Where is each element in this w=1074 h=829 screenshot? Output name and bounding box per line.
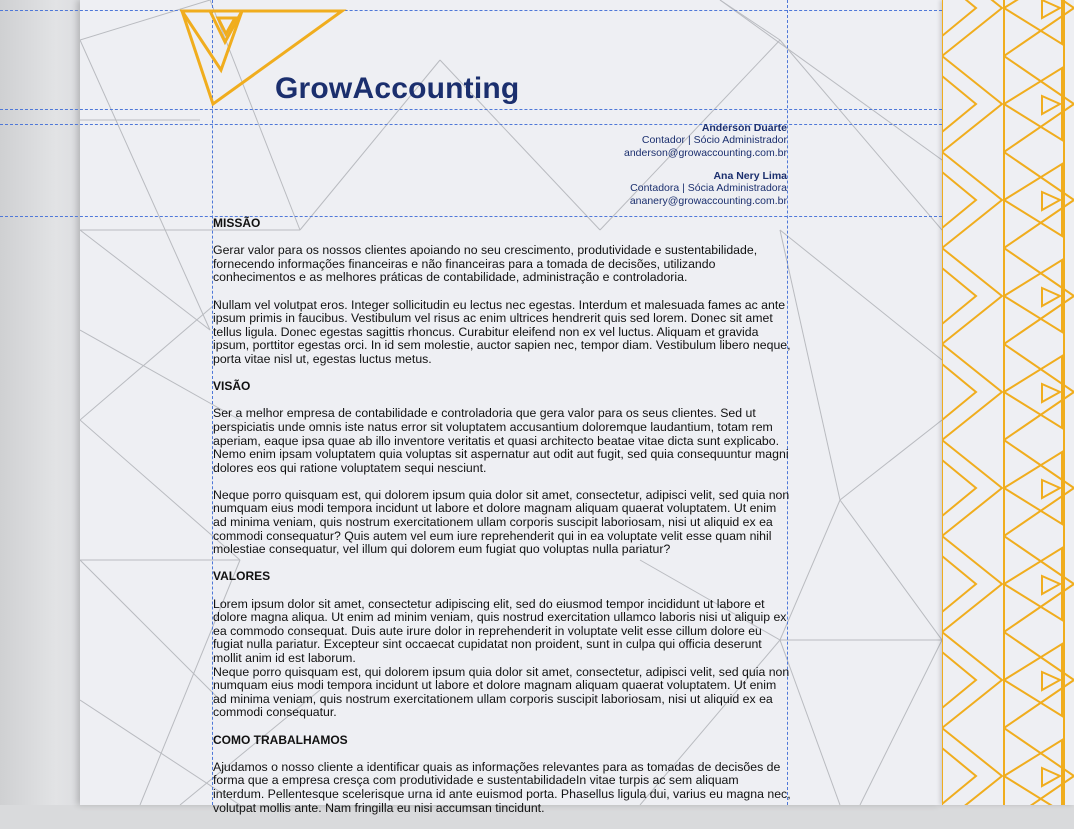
orange-triangle-pattern [942, 0, 1074, 805]
layout-guide [0, 109, 942, 110]
pattern-triangle [1004, 452, 1062, 524]
contact-block [624, 122, 787, 159]
paragraph: Nullam vel volutpat eros. Integer sollicitudin eu lectus nec egestas. Interdum et malesuada fames ac ante ipsum primis in faucibus. Vestibulum vel risus ac enim ultrices hendrerit quis sed lorem. Donec sit amet tellus ligula. Donec egestas sagittis rhoncus. Curabitur eleifend non ex vel luctus. Aliquam et gravida ipsum, porttitor egestas orci. In id sem molestie, auctor sapien nec, tempor diam. Vestibulum libero neque, porta vitae nisl ut, egestas luctus metus. [213, 297, 791, 366]
pattern-triangle [1042, 384, 1060, 402]
pattern-triangle [942, 0, 976, 36]
pattern-triangle [1004, 260, 1062, 332]
pattern-triangle [942, 152, 1002, 248]
contact-email: anderson@growaccounting.com.br [624, 146, 787, 159]
pattern-triangle [942, 748, 976, 804]
pattern-triangle [942, 56, 1002, 152]
layout-guide [0, 124, 942, 125]
document-body [213, 217, 791, 829]
paragraph: Neque porro quisquam est, qui dolorem ipsum quia dolor sit amet, consectetur, adipisci velit, sed quia non numquam eius modi tempora incidunt ut labore et dolore magnam aliquam quaerat voluptatem. Ut enim ad minima veniam, quis nostrum exercitationem ullam corporis suscipit laboriosam, nisi ut aliquid ex ea commodi consequatur? Quis autem vel eum iure reprehenderit qui in ea voluptate velit esse quam nihil molestiae consequatur, vel illum qui dolorem eum fugiat quo voluptas nulla pariatur? [213, 487, 790, 557]
pattern-line [840, 420, 942, 500]
paragraph: Gerar valor para os nossos clientes apoiando no seu crescimento, produtividade e sustentabilidade, fornecendo informações financeiras e não financeiras para a tomada de decisões, utilizando conhecimentos e as melhores práticas de contabilidade, administração e controladoria. [213, 243, 758, 285]
pattern-triangle [1042, 96, 1060, 114]
pattern-triangle [942, 440, 1002, 536]
pattern-strip [942, 0, 1074, 805]
pattern-triangle [1004, 356, 1062, 428]
pattern-triangle [942, 172, 976, 228]
paragraph: Lorem ipsum dolor sit amet, consectetur adipiscing elit, sed do eiusmod tempor incididunt ut labore et dolore magna aliqua. Ut enim ad minim veniam, quis nostrud exercitation ullamco laboris nisi ut aliquip ex ea commodo consequat. Duis aute irure dolor in reprehenderit in voluptate velit esse cillum dolore eu fugiat nulla pariatur. Excepteur sint occaecat cupidatat non proident, sunt in culpa qui officia deserunt mollit anim id est laborum. [213, 596, 787, 665]
pattern-triangle [1004, 164, 1062, 236]
pattern-triangle [942, 364, 976, 420]
pattern-triangle [1042, 480, 1060, 498]
pattern-line [840, 500, 942, 640]
brand-name: GrowAccounting [275, 72, 520, 105]
pattern-triangle [1042, 672, 1060, 690]
pattern-triangle [1004, 548, 1062, 620]
pattern-triangle [1042, 192, 1060, 210]
paragraph: Neque porro quisquam est, qui dolorem ipsum quia dolor sit amet, consectetur, adipisci velit, sed quia non numquam eius modi tempora incidunt ut labore et dolore magnam aliquam quaerat voluptatem. Ut enim ad minima veniam, quis nostrum exercitationem ullam corporis suscipit laboriosam, nisi ut aliquid ex ea commodi consequatur. [213, 664, 790, 720]
paragraph: Ajudamos o nosso cliente a identificar quais as informações relevantes para as tomadas de decisões de forma que a empresa cresça com produtividade e sustentabilidadeIn vitae turpis ac sem aliquam interdum. Pellentesque scelerisque urna id ante euismod porta. Phasellus ligula dui, varius eu magna nec, volutpat mollis ante. Nam fringilla eu nisi accumsan tincidunt. [213, 759, 791, 815]
contact-block [630, 170, 787, 207]
pattern-triangle [942, 76, 976, 132]
section-heading: MISSÃO [213, 216, 261, 230]
contact-name: Ana Nery Lima [713, 170, 787, 182]
contact-role: Contador | Sócio Administrador [641, 134, 787, 147]
section-heading: COMO TRABALHAMOS [213, 732, 348, 747]
pattern-triangle [942, 248, 1002, 344]
pattern-triangle [942, 632, 1002, 728]
pattern-triangle [942, 652, 976, 708]
pattern-triangle [1042, 288, 1060, 306]
pattern-line [720, 0, 780, 40]
pattern-triangle [942, 268, 976, 324]
contact-role: Contadora | Sócia Administradora [630, 182, 787, 195]
pattern-triangle [942, 728, 1002, 805]
pattern-triangle [942, 460, 976, 516]
pattern-triangle [942, 536, 1002, 632]
section-heading: VALORES [213, 569, 271, 584]
layout-guide [0, 10, 942, 11]
pattern-triangle [1042, 576, 1060, 594]
pattern-triangle [1042, 768, 1060, 786]
pattern-line [80, 230, 210, 330]
pattern-line [80, 300, 220, 420]
pattern-triangle [942, 556, 976, 612]
pattern-triangle [1004, 644, 1062, 716]
pattern-triangle [1004, 68, 1062, 140]
background-surface [0, 0, 80, 805]
pattern-line [80, 560, 220, 700]
pattern-line [780, 40, 942, 230]
contact-name: Anderson Duarte [701, 122, 787, 134]
pattern-triangle [942, 344, 1002, 440]
section-heading: VISÃO [213, 379, 251, 394]
pattern-line [860, 640, 942, 805]
paragraph: Ser a melhor empresa de contabilidade e controladoria que gera valor para os seus clientes. Sed ut perspiciatis unde omnis iste natus error sit voluptatem accusantium doloremque laudantium, totam rem aperiam, eaque ipsa quae ab illo inventore veritatis et quasi architecto beatae vitae dicta sunt explicabo. Nemo enim ipsam voluptatem quia voluptas sit aspernatur aut odit aut fugit, sed quia consequuntur magni dolores eos qui ratione voluptatem sequi nesciunt. [213, 406, 789, 475]
contact-email: ananery@growaccounting.com.br [629, 194, 787, 207]
pattern-triangle [1042, 0, 1060, 18]
